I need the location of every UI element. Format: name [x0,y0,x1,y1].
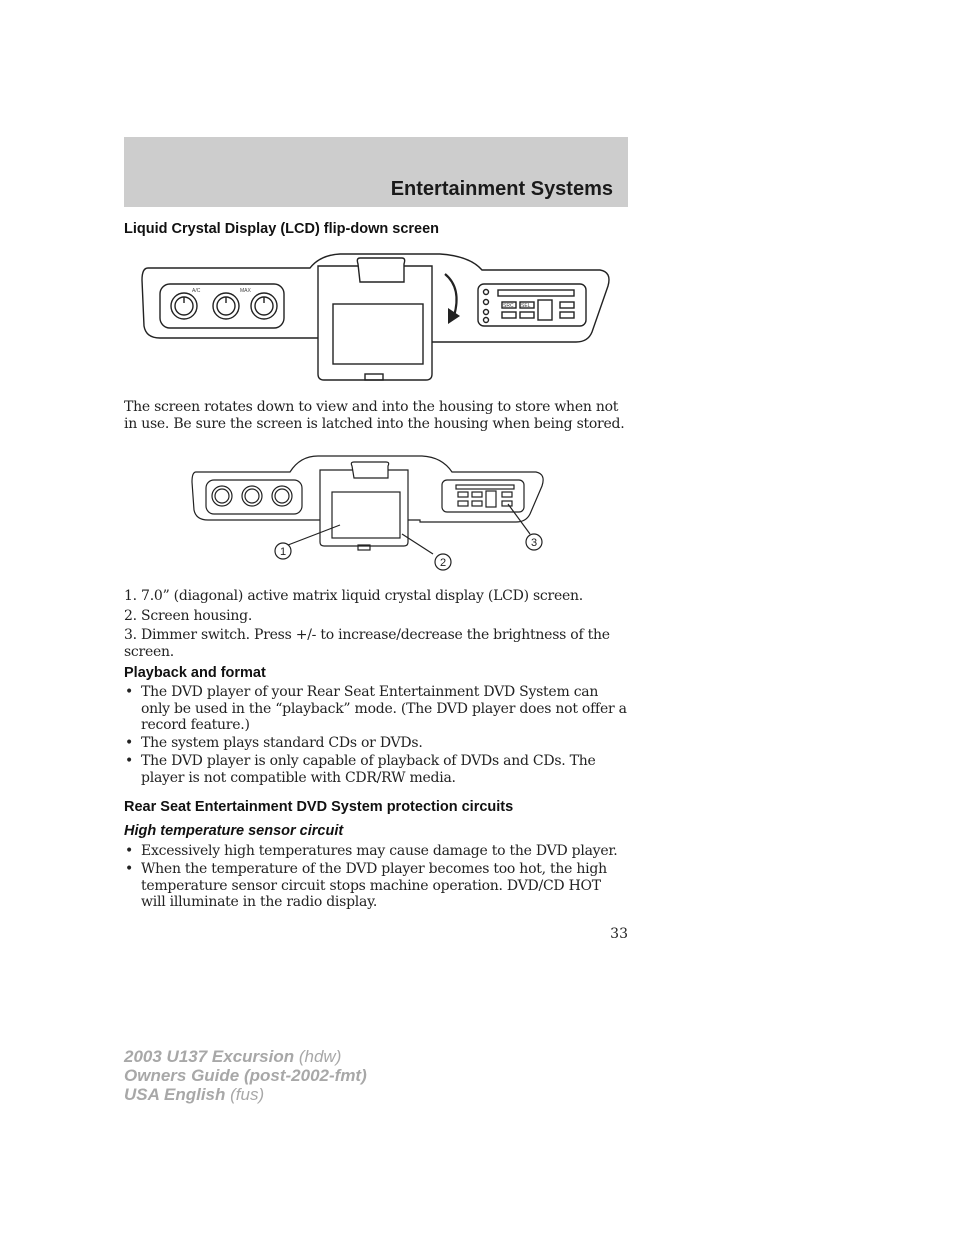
svg-text:MAX: MAX [240,288,251,294]
lcd-callout-illustration [190,450,560,575]
climate-panel [160,284,284,328]
list-item: • When the temperature of the DVD player becomes too hot, the high temperature sensor circuit stops machine operation. DVD/CD HOT will illuminate in the radio display. [124,861,629,911]
lcd-heading: Liquid Crystal Display (LCD) flip-down screen [124,221,440,237]
legend-item: 1. 7.0” (diagonal) active matrix liquid crystal display (LCD) screen. [124,588,584,604]
footer-guide: Owners Guide (post-2002-fmt) [124,1066,367,1085]
legend-item: 2. Screen housing. [124,607,253,624]
callout-2-label: 2 [439,557,447,569]
playback-heading: Playback and format [124,665,266,681]
footer-language-code: (fus) [230,1085,265,1104]
document-footer [124,1047,367,1104]
sensor-subheading: High temperature sensor circuit [124,823,344,839]
svg-text:SRC: SRC [503,303,514,309]
protection-heading: Rear Seat Entertainment DVD System protection circuits [124,799,514,815]
section-title: Entertainment Systems [390,178,613,200]
callout-legend [124,588,629,663]
header-band [124,137,628,207]
page-number: 33 [610,926,628,942]
legend-item: 3. Dimmer switch. Press +/- to increase/decrease the brightness of the screen. [124,627,610,660]
rotation-arrow [445,274,457,316]
flip-down-screen [318,266,432,380]
list-item: • The system plays standard CDs or DVDs. [124,735,629,752]
sensor-list [124,843,629,912]
svg-text:A/C: A/C [192,288,201,294]
screen-housing [320,470,408,546]
callout-3-label: 3 [530,537,538,549]
list-item: • The DVD player of your Rear Seat Entertainment DVD System can only be used in the “playback” mode. (The DVD player does not offer a record feature.) [124,684,629,734]
list-item: • Excessively high temperatures may cause damage to the DVD player. [124,843,629,860]
svg-text:SEL: SEL [521,303,531,309]
footer-model: 2003 U137 Excursion [124,1047,295,1066]
footer-model-code: (hdw) [298,1047,342,1066]
rotation-paragraph: The screen rotates down to view and into the housing to store when not in use. Be sure the screen is latched into the housing when being stored. [124,399,625,432]
playback-list [124,684,629,788]
callout-1-label: 1 [279,546,287,558]
list-item: • The DVD player is only capable of playback of DVDs and CDs. The player is not compatible with CDR/RW media. [124,753,629,786]
lcd-screen-illustration [140,250,620,385]
footer-language: USA English [124,1085,226,1104]
